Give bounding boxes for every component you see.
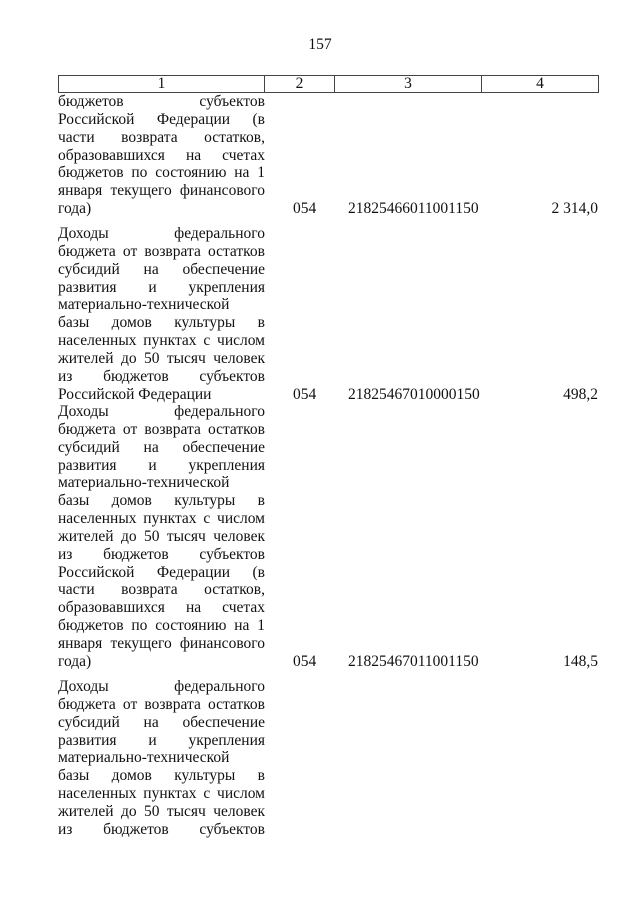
description-line: Доходы федерального (58, 225, 265, 242)
description-line: базы домов культуры в (58, 492, 265, 510)
description-line: образовавшихся на счетах (58, 599, 265, 617)
table-row (58, 678, 598, 839)
amount: 2 314,0 (551, 200, 598, 218)
description-line: развития и укрепления (58, 731, 265, 749)
description-line: бюджетов по состоянию на 1 (58, 617, 265, 635)
amount: 148,5 (563, 652, 598, 670)
header-col-3: 3 (335, 76, 482, 93)
header-col-4: 4 (482, 76, 599, 93)
description-line: части возврата остатков, (58, 581, 265, 599)
description-line: жителей до 50 тысяч человек (58, 527, 265, 545)
description-line: субсидий на обеспечение (58, 713, 265, 731)
admin-code: 054 (293, 652, 317, 670)
row-values (58, 821, 598, 839)
description-line: населенных пунктах с числом (58, 332, 265, 350)
description-line: января текущего финансового (58, 634, 265, 652)
admin-code: 054 (293, 385, 317, 403)
description-line: из бюджетов субъектов (58, 367, 265, 385)
header-col-2: 2 (265, 76, 335, 93)
description-line: материально-технической (58, 296, 230, 314)
description-line: материально-технической (58, 749, 230, 767)
description-line: Российской Федерации (в (58, 110, 265, 128)
budget-code: 21825467011001150 (348, 652, 479, 670)
description-line: года) (58, 200, 92, 218)
description-line: Доходы федерального (58, 678, 265, 695)
description-line: Российской Федерации (58, 385, 212, 403)
description-line: из бюджетов субъектов (58, 820, 265, 838)
description-line: января текущего финансового (58, 182, 265, 200)
description-line: бюджета от возврата остатков (58, 420, 265, 438)
description-line: Российской Федерации (в (58, 563, 265, 581)
description-line: развития и укрепления (58, 456, 265, 474)
description-line: развития и укрепления (58, 278, 265, 296)
table-row (58, 225, 598, 403)
description-line: образовавшихся на счетах (58, 146, 265, 164)
description-line: населенных пунктах с числом (58, 510, 265, 528)
description-line: части возврата остатков, (58, 128, 265, 146)
admin-code: 054 (293, 200, 317, 218)
description-line: года) (58, 652, 92, 670)
description-line: бюджетов субъектов (58, 93, 265, 110)
table-row (58, 403, 598, 671)
description-line: базы домов культуры в (58, 767, 265, 785)
description-line: базы домов культуры в (58, 314, 265, 332)
description-line: бюджетов по состоянию на 1 (58, 164, 265, 182)
budget-code: 21825467010000150 (348, 385, 480, 403)
amount: 498,2 (563, 385, 598, 403)
description-line: бюджета от возврата остатков (58, 695, 265, 713)
description-line: бюджета от возврата остатков (58, 242, 265, 260)
description-line: жителей до 50 тысяч человек (58, 802, 265, 820)
row-description (58, 678, 265, 839)
table-header (58, 75, 599, 93)
description-line: субсидий на обеспечение (58, 260, 265, 278)
page-number: 157 (308, 36, 332, 53)
description-line: жителей до 50 тысяч человек (58, 349, 265, 367)
description-line: населенных пунктах с числом (58, 785, 265, 803)
row-values (58, 200, 598, 218)
table-row (58, 93, 598, 218)
row-values (58, 386, 598, 404)
description-line: субсидий на обеспечение (58, 438, 265, 456)
row-values (58, 653, 598, 671)
header-col-1: 1 (59, 76, 265, 93)
description-line: материально-технической (58, 474, 230, 492)
description-line: Доходы федерального (58, 403, 265, 420)
row-description (58, 403, 265, 671)
budget-code: 21825466011001150 (348, 200, 479, 218)
row-description (58, 225, 265, 403)
description-line: из бюджетов субъектов (58, 545, 265, 563)
